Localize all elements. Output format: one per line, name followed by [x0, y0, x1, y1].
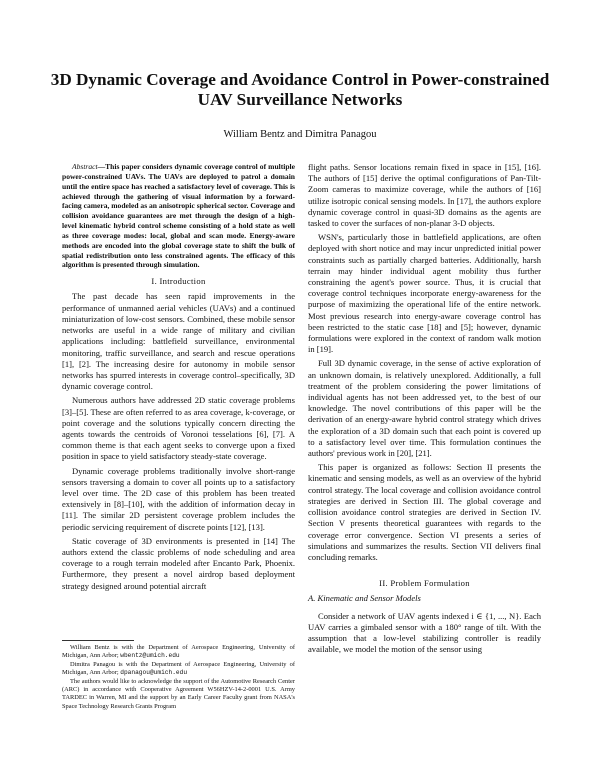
intro-paragraph: Static coverage of 3D environments is presented in [14] The authors extend the classic problems of node scheduling and area coverage to a rough terrain modeled after Encanto Park, Phoenix. Furthermore, they present a novel airdrop based deployment strategy designed around potential aircraft — [62, 535, 295, 591]
footnote-text: William Bentz is with the Department of Aerospace Engineering, University of Michigan, Ann Arbor; — [62, 644, 295, 660]
intro-paragraph: The past decade has seen rapid improvements in the performance of unmanned aerial vehicles (UAVs) and a continued miniaturization of low-cost sensors. Combined, these mobile sensor networks are useful in a wide range of military and civilian applications including: battlefield surveillance, environmental monitoring, traffic surveillance, and search and rescue operations [1], [2]. The increasing desire for autonomy in mobile sensor networks has spurred interests in coverage control–specifically, 3D dynamic coverage control. — [62, 291, 295, 392]
body-paragraph: flight paths. Sensor locations remain fixed in space in [15], [16]. The authors of [15] derive the optimal configurations of Pan-Tilt-Zoom cameras to maximize coverage, while the authors of [16] utilize isotropic conical sensing models. In [17], the authors explore dynamic coverage control in quasi-3D domains as the agents are tasked to cover the surfaces of non-planar 3-D objects. — [308, 162, 541, 229]
section-heading-problem-formulation: II. Problem Formulation — [379, 578, 470, 589]
body-paragraph: This paper is organized as follows: Section II presents the kinematic and sensing models, as well as an overview of the hybrid control strategy. The local coverage and collision avoidance control strategies are derived in Section III. The global coverage and collision avoidance control strategies are derived in Section IV. Section V presents theoretical guarantees with regards to the coverage error convergence. Section VI presents a series of simulations and summarizes the results. Section VII delivers final concluding remarks. — [308, 462, 541, 562]
intro-paragraph: Dynamic coverage problems traditionally involve short-range sensors traversing a domain to cover all points up to a satisfactory level over time. The 2D case of this problem has been treated extensively in [8]–[10], with the addition of information decay in [11]. The similar 2D persistent coverage problem includes the periodic servicing requirement of discrete points [12], [13]. — [62, 465, 295, 532]
footnote-rule — [62, 640, 134, 641]
abstract-text: —This paper considers dynamic coverage control of multiple power-constrained UAVs. The UAVs are deployed to patrol a domain until the entire space has reached a satisfactory level of coverage. This is achieved through the gathering of visual information by a forward-facing camera, modeled as an anisotropic spherical sector. Coverage and collision avoidance guarantees are met through the design of a high-level kinematic hybrid control scheme consisting of a hold state as well as three coverage modes: local, global and scan mode. Energy-aware methods are encoded into the global coverage state to shift the bulk of spatial redistribution onto less constrained agents. The efficacy of this algorithm is presented through simulation. — [62, 162, 295, 270]
intro-paragraph: Numerous authors have addressed 2D static coverage problems [3]–[5]. These are often referred to as area coverage, k-coverage, or point coverage and the solutions typically concern directing the agents towards the centroids of Voronoi tesselations [6], [7]. A common theme is that each agent seeks to converge upon a fixed position in space to yield satisfactory steady-state coverage. — [62, 395, 295, 462]
abstract — [62, 162, 295, 270]
subsection-heading-kinematic: A. Kinematic and Sensor Models — [308, 593, 421, 604]
left-column — [62, 162, 295, 595]
footnote-text: Dimitra Panagou is with the Department of Aerospace Engineering, University of Michigan, Ann Arbor; — [62, 660, 295, 677]
body-paragraph: WSN's, particularly those in battlefield applications, are often deployed with short notice and may incur unpredicted initial power constraints such as partially charged batteries. Additionally, harsh terrain may hinder individual agent mobility thus further constraining the agent's power source. Thus, it is crucial that coverage control techniques incorporate energy-awareness for the purpose of maximizing the operational life of the entire network. Most previous research into energy-aware coverage control has been restricted to the static case [18] and [5]; however, dynamic formulations were explored in the context of random walk motion in [19]. — [308, 232, 541, 355]
section-heading-introduction: I. Introduction — [151, 276, 206, 287]
footnote-acknowledgement: The authors would like to acknowledge the support of the Automotive Research Center (ARC) in accordance with Cooperative Agreement W56HZV-14-2-0001 U.S. Army TARDEC in Warren, MI and the support by an Early Career Faculty grant from NASA's Space Technology Research Grants Program — [62, 677, 295, 710]
abstract-label: Abstract — [72, 162, 98, 171]
body-paragraph: Full 3D dynamic coverage, in the sense of active exploration of an unknown domain, is relatively unexplored. Additionally, a full treatment of the problem considering the power limitations of individual agents has not been addressed yet, to the best of our knowledge. The novel contributions of this paper will be the derivation of an energy-aware hybrid control strategy which drives the exploration of a 3D domain such that each point is covered up to a satisfactory level over time. This formulation continues the authors' previous work in [20], [21]. — [308, 358, 541, 459]
footnote-affiliation-panagou — [62, 661, 295, 678]
email-bentz: wbentz@umich.edu — [120, 652, 180, 660]
paper-authors: William Bentz and Dimitra Panagou — [223, 129, 377, 140]
footnotes — [62, 640, 295, 711]
body-paragraph: Consider a network of UAV agents indexed i ∈ {1, ..., N}. Each UAV carries a gimbaled sensor with a 180° range of tilt. With the assumption that a low-level stabilizing controller is readily available, we model the motion of the sensor using — [308, 610, 541, 655]
email-panagou: dpanagou@umich.edu — [120, 669, 188, 677]
right-column — [308, 162, 541, 658]
paper-title: 3D Dynamic Coverage and Avoidance Control in Power-constrained UAV Surveillance Networks — [50, 70, 550, 109]
footnote-affiliation-bentz — [62, 644, 295, 661]
